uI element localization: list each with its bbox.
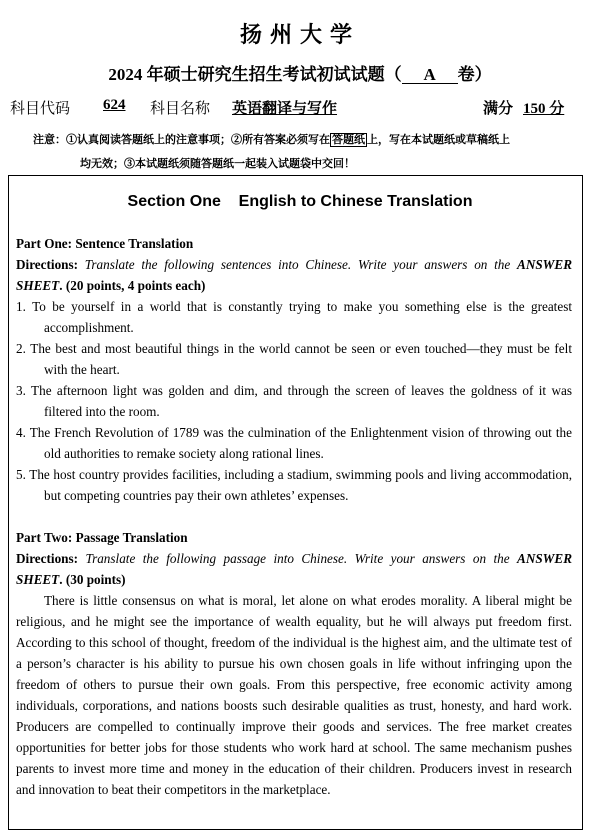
subject-name-value: 英语翻译与写作 [232,101,338,117]
sentence-item: 4. The French Revolution of 1789 was the culmination of the Enlightenment vision of throwing out the old authorities to remake society along rational lines. [16,425,572,461]
directions-answer-sheet: ANSWER SHEET [16,551,573,587]
part-two [16,527,572,800]
subject-code-value: 624 [103,97,126,113]
part-two-title: Part Two: Passage Translation [16,530,188,545]
directions-text: Translate the following sentences into Chinese. Write your answers on the [84,257,511,272]
sentence-item: 2. The best and most beautiful things in the world cannot be seen or even touched—they must be felt with the heart. [16,341,572,377]
subject-name [232,97,337,118]
sentence-item: 3. The afternoon light was golden and dim, and through the screen of leaves the goldness of it was filtered into the room. [16,383,572,419]
subject-name-label: 科目名称 [150,101,211,117]
paper-version: A [402,66,458,84]
directions-label: Directions: [16,257,79,272]
subject-code-label: 科目代码 [10,101,71,117]
part-one [16,233,572,506]
full-score [523,97,564,118]
sentence-item: 1. To be yourself in a world that is constantly trying to make you something else is the greatest accomplishment. [16,299,572,335]
notice-line-1 [33,129,573,151]
exam-title-prefix: 2024 年硕士研究生招生考试初试试题（ [108,65,402,84]
university-name: 扬州大学 [239,22,360,47]
part-one-title: Part One: Sentence Translation [16,236,194,251]
notice-label: 注意： [33,134,66,146]
directions-points: . (30 points) [59,572,126,587]
directions-answer-sheet: ANSWER SHEET [16,257,573,293]
directions-label: Directions: [16,551,79,566]
section-title: Section One English to Chinese Translation [127,193,473,210]
notice-line-2: 均无效；③本试题纸须随答题纸一起装入试题袋中交回！ [80,158,355,170]
passage-text: There is little consensus on what is moral, let alone on what erodes morality. A liberal might be religious, and he might see the importance of wealth equality, but he will always put freedom first. According to this school of thought, freedom of the individual is the highest aim, and the ultimate test of a person’s character is his ability to pursue his own chosen goals in life without infringing upon the freedom of others to pursue their own goals. From this perspective, free economic activity among individuals, corporations, and nations boosts such desirable qualities as trust, honesty, and hard work. Producers are compelled to continually improve their goods and services. The free market creates opportunities for better jobs for those students who work hard at school. The same mechanism pushes parents to invest more time and money in the education of their children. Producers invest in research and innovation to beat their competitors in the marketplace. [16,593,572,797]
notice-boxed-word: 答题纸 [332,134,365,146]
subject-code [103,97,126,114]
part-one-directions [16,254,572,296]
directions-points: . (20 points, 4 points each) [59,278,206,293]
notice-text-1a: ①认真阅读答题纸上的注意事项；②所有答案必须写在 [66,134,330,146]
exam-title-suffix: 卷） [457,65,492,84]
sentence-item: 5. The host country provides facilities, including a stadium, swimming pools and living accommodation, but competing countries pay their own athletes’ expenses. [16,467,572,503]
part-two-directions [16,548,572,590]
notice-text-1b: 上，写在本试题纸或草稿纸上 [367,134,510,146]
full-score-label: 满分 [483,101,514,117]
directions-text: Translate the following passage into Chinese. Write your answers on the [85,551,510,566]
full-score-value: 150 分 [523,101,565,117]
exam-title [0,60,600,85]
